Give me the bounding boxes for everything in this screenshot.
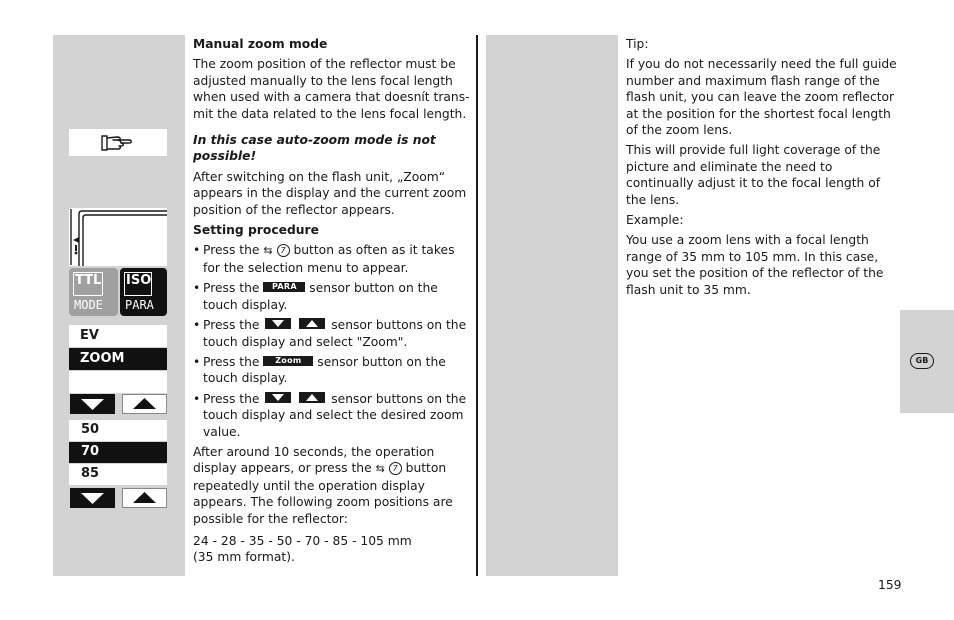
section-heading: Manual zoom mode xyxy=(193,37,328,51)
list-item: • Press the sensor buttons on the touch display and select "Zoom". xyxy=(193,317,471,350)
flash-unit-illustration xyxy=(69,208,167,266)
note-hand-icon xyxy=(69,129,167,156)
up-button-1[interactable] xyxy=(122,394,167,414)
chevron-down-icon xyxy=(70,394,115,414)
mode-top-label: TTL xyxy=(75,273,102,288)
procedure-steps xyxy=(193,242,471,439)
button-number-badge: 7 xyxy=(389,462,402,475)
after-seconds-paragraph: After around 10 seconds, the operation display appears, or press the ⇆ 7 button repeatedly until the operation display appears. The following zoom positions are possible for the reflector: xyxy=(193,444,453,526)
menu-item-zoom-label: ZOOM xyxy=(80,351,125,366)
menu-item-blank xyxy=(69,371,167,393)
list-item: • Press the Zoom sensor button on the touch display. xyxy=(193,354,471,387)
mode-button[interactable] xyxy=(69,268,118,316)
list-item: • Press the sensor buttons on the touch display and select the desired zoom value. xyxy=(193,391,471,440)
zoom-value-50-label: 50 xyxy=(81,422,100,437)
para-top-label: ISO xyxy=(126,273,152,288)
zoom-positions-list: 24 - 28 - 35 - 50 - 70 - 85 - 105 mm (35 mm format). xyxy=(193,533,412,565)
list-item: • Press the ⇆ 7 button as often as it takes for the selection menu to appear. xyxy=(193,242,471,276)
example-paragraph: You use a zoom lens with a focal length range of 35 mm to 105 mm. In this case, you set the position of the reflector of the flash unit to 35 mm. xyxy=(626,233,884,297)
zoom-value-70-label: 70 xyxy=(81,444,100,459)
zoom-chip: Zoom xyxy=(263,356,313,366)
up-button-2[interactable] xyxy=(122,488,167,508)
para-button[interactable] xyxy=(120,268,167,316)
menu-item-zoom[interactable] xyxy=(69,348,167,370)
down-triangle-icon xyxy=(265,318,291,329)
page-number: 159 xyxy=(878,578,902,592)
tip-paragraph: If you do not necessarily need the full guide number and maximum flash range of the flash unit, you can leave the zoom reflector at the position for the shortest focal length of the zoom lens. xyxy=(626,57,897,138)
procedure-heading: Setting procedure xyxy=(193,223,319,238)
middle-panel xyxy=(486,35,618,576)
menu-item-ev-label: EV xyxy=(80,328,99,343)
column-divider xyxy=(476,35,478,576)
right-text-column xyxy=(626,36,902,302)
chevron-up-icon xyxy=(123,489,166,507)
down-button-1[interactable] xyxy=(70,394,115,414)
zoom-value-85-label: 85 xyxy=(81,466,100,481)
tip-label: Tip: xyxy=(626,37,649,51)
swap-arrows-icon: ⇆ xyxy=(263,244,273,258)
up-triangle-icon xyxy=(299,318,325,329)
para-bottom-label: PARA xyxy=(125,298,154,312)
warning-text: In this case auto-zoom mode is not possible! xyxy=(193,133,436,164)
up-triangle-icon xyxy=(299,392,325,403)
intro-paragraph: The zoom position of the reflector must be adjusted manually to the lens focal length when used with a camera that doesnít trans-mit the data related to the lens focal length. xyxy=(193,57,470,121)
chevron-up-icon xyxy=(123,395,166,413)
zoom-value-70[interactable] xyxy=(69,442,167,463)
light-coverage-paragraph: This will provide full light coverage of the picture and eliminate the need to continually adjust it to the focal length of the lens. xyxy=(626,143,881,207)
swap-arrows-icon: ⇆ xyxy=(375,462,385,476)
left-text-column xyxy=(193,36,471,566)
zoom-value-85[interactable] xyxy=(69,464,167,485)
after-switch-paragraph: After switching on the flash unit, „Zoom“ appears in the display and the current zoom position of the reflector appears. xyxy=(193,169,467,217)
menu-item-ev[interactable] xyxy=(69,325,167,347)
down-button-2[interactable] xyxy=(70,488,115,508)
example-label: Example: xyxy=(626,213,684,228)
mode-bottom-label: MODE xyxy=(74,298,103,312)
list-item: • Press the PARA sensor button on the touch display. xyxy=(193,280,471,313)
language-badge: GB xyxy=(910,353,934,369)
chevron-down-icon xyxy=(70,488,115,508)
para-chip: PARA xyxy=(263,282,305,292)
down-triangle-icon xyxy=(265,392,291,403)
button-number-badge: 7 xyxy=(277,244,290,257)
zoom-value-50[interactable] xyxy=(69,420,167,441)
